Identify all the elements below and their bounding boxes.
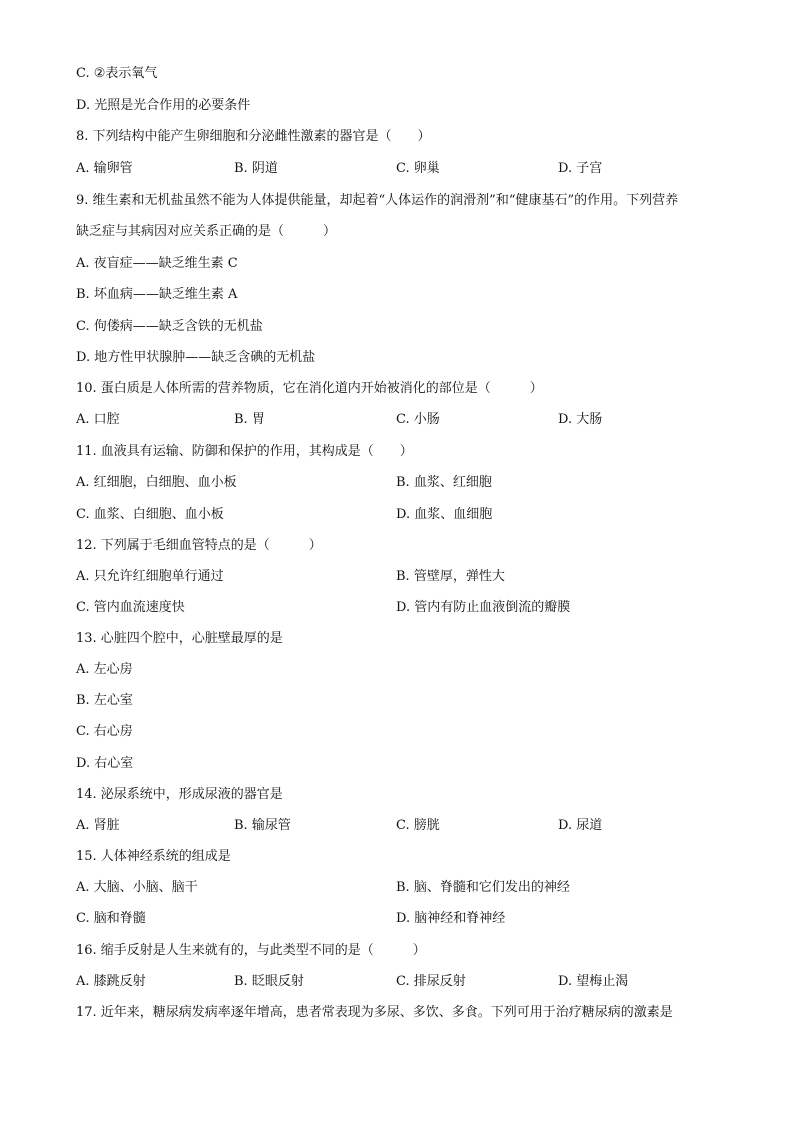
q14-option-c: C. 膀胱 <box>396 818 440 833</box>
q13-option-a: A. 左心房 <box>76 662 133 677</box>
q15-stem: 15. 人体神经系统的组成是 <box>76 849 231 864</box>
q16-option-d: D. 望梅止渴 <box>558 974 629 989</box>
q10-stem: 10. 蛋白质是人体所需的营养物质，它在消化道内开始被消化的部位是（ ） <box>76 381 543 396</box>
q13-stem: 13. 心脏四个腔中，心脏壁最厚的是 <box>76 631 283 646</box>
q9-stem-line2: 缺乏症与其病因对应关系正确的是（ ） <box>76 224 337 239</box>
q14-stem: 14. 泌尿系统中，形成尿液的器官是 <box>76 787 283 802</box>
q10-option-a: A. 口腔 <box>76 412 120 427</box>
q16-option-b: B. 眨眼反射 <box>234 974 304 989</box>
q12-option-b: B. 管壁厚，弹性大 <box>396 569 505 584</box>
q10-option-d: D. 大肠 <box>558 412 603 427</box>
q12-option-a: A. 只允许红细胞单行通过 <box>76 569 224 584</box>
q14-option-a: A. 肾脏 <box>76 818 120 833</box>
q8-stem: 8. 下列结构中能产生卵细胞和分泌雌性激素的器官是（ ） <box>76 129 431 144</box>
q9-option-b: B. 坏血病——缺乏维生素 A <box>76 287 238 302</box>
q13-option-b: B. 左心室 <box>76 693 133 708</box>
q15-option-b: B. 脑、脊髓和它们发出的神经 <box>396 880 570 895</box>
q9-option-d: D. 地方性甲状腺肿——缺乏含碘的无机盐 <box>76 350 316 365</box>
q12-stem: 12. 下列属于毛细血管特点的是（ ） <box>76 538 322 553</box>
q9-option-c: C. 佝偻病——缺乏含铁的无机盐 <box>76 319 263 334</box>
q13-option-c: C. 右心房 <box>76 724 133 739</box>
q16-option-a: A. 膝跳反射 <box>76 974 146 989</box>
q11-stem: 11. 血液具有运输、防御和保护的作用，其构成是（ ） <box>76 444 413 459</box>
q10-option-c: C. 小肠 <box>396 412 440 427</box>
q11-option-b: B. 血浆、红细胞 <box>396 475 492 490</box>
q11-option-a: A. 红细胞，白细胞、血小板 <box>76 475 237 490</box>
q7-option-c: C. ②表示氧气 <box>76 66 158 81</box>
q13-option-d: D. 右心室 <box>76 756 134 771</box>
q8-option-b: B. 阴道 <box>234 161 278 176</box>
q9-stem-line1: 9. 维生素和无机盐虽然不能为人体提供能量，却起着“人体运作的润滑剂”和“健康基石”的作用。下列营养 <box>76 193 679 208</box>
q15-option-d: D. 脑神经和脊神经 <box>396 911 506 926</box>
q7-option-d: D. 光照是光合作用的必要条件 <box>76 98 251 113</box>
q8-option-c: C. 卵巢 <box>396 161 440 176</box>
q16-option-c: C. 排尿反射 <box>396 974 466 989</box>
q12-option-c: C. 管内血流速度快 <box>76 600 185 615</box>
q9-option-a: A. 夜盲症——缺乏维生素 C <box>76 256 238 271</box>
q10-option-b: B. 胃 <box>234 412 265 427</box>
q11-option-c: C. 血浆、白细胞、血小板 <box>76 507 224 522</box>
q8-option-d: D. 子宫 <box>558 161 603 176</box>
q12-option-d: D. 管内有防止血液倒流的瓣膜 <box>396 600 571 615</box>
q16-stem: 16. 缩手反射是人生来就有的，与此类型不同的是（ ） <box>76 943 426 958</box>
q14-option-b: B. 输尿管 <box>234 818 291 833</box>
q15-option-a: A. 大脑、小脑、脑干 <box>76 880 198 895</box>
q17-stem: 17. 近年来，糖尿病发病率逐年增高，患者常表现为多尿、多饮、多食。下列可用于治疗糖尿病的激素是 <box>76 1005 673 1020</box>
q14-option-d: D. 尿道 <box>558 818 603 833</box>
q8-option-a: A. 输卵管 <box>76 161 133 176</box>
q15-option-c: C. 脑和脊髓 <box>76 911 146 926</box>
q11-option-d: D. 血浆、血细胞 <box>396 507 493 522</box>
